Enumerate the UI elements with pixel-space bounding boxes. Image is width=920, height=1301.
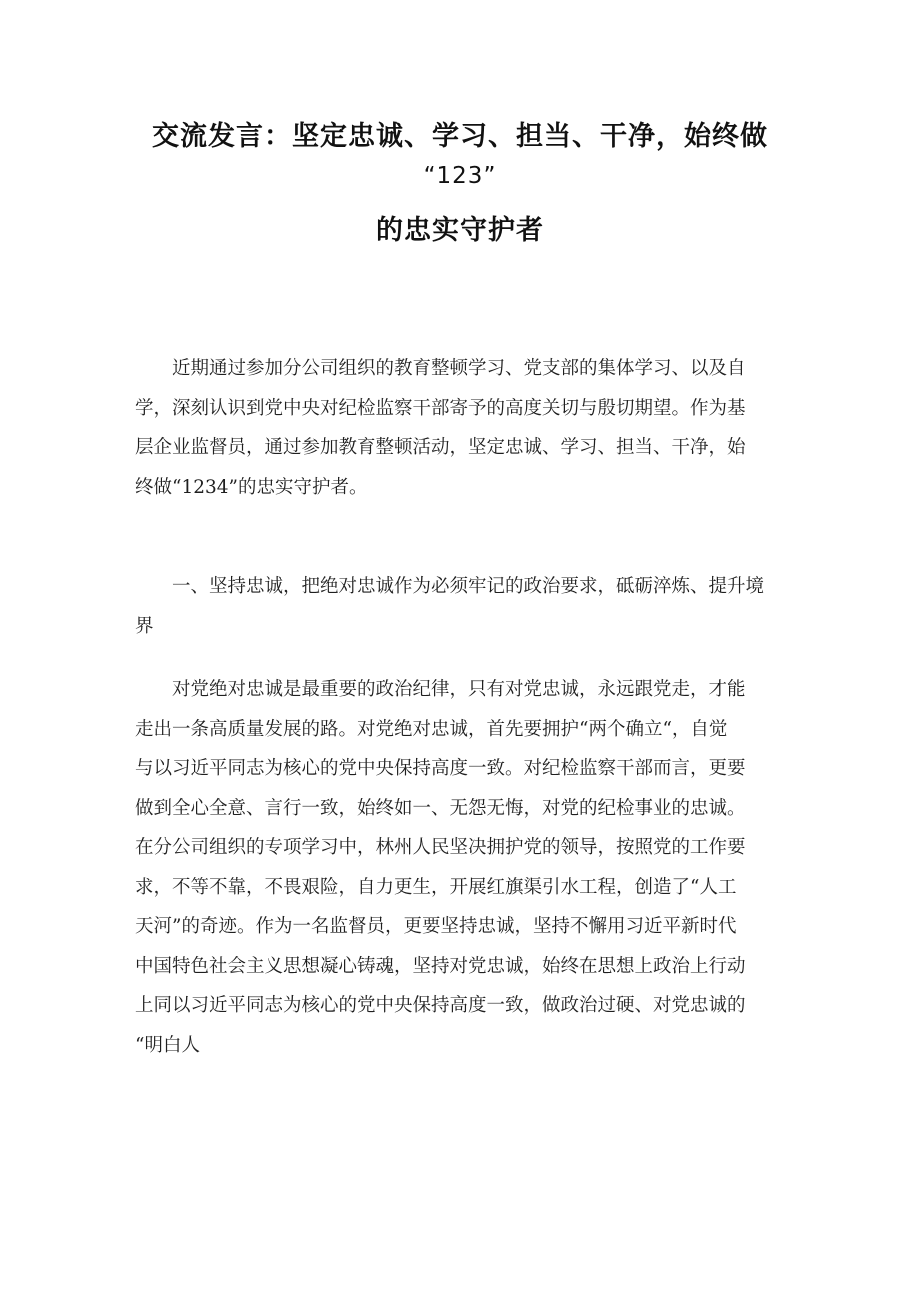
title-line-2: “123”	[423, 163, 497, 189]
section-heading-1	[135, 567, 793, 646]
paragraph-line: “明白人	[135, 1034, 200, 1056]
paragraph-line: 近期通过参加分公司组织的教育整顿学习、党支部的集体学习、以及自	[135, 358, 746, 379]
paragraph-line: 中国特色社会主义思想凝心铸魂，坚持对党忠诚，始终在思想上政治上行动	[135, 955, 746, 977]
heading-line: 界	[135, 615, 154, 637]
paragraph-line: 走出一条高质量发展的路。对党绝对忠诚，首先要拥护“两个确立“，自觉	[135, 718, 728, 740]
paragraph-line: 终做“1234”的忠实守护者。	[135, 476, 368, 498]
paragraph-line: 做到全心全意、言行一致，始终如一、无怨无悔，对党的纪检事业的忠诚。	[135, 797, 746, 819]
paragraph-line: 学，深刻认识到党中央对纪检监察干部寄予的高度关切与殷切期望。作为基	[135, 397, 746, 419]
paragraph-line: 在分公司组织的专项学习中，林州人民坚决拥护党的领导，按照党的工作要	[135, 837, 746, 858]
title-line-3: 的忠实守护者	[376, 215, 544, 246]
heading-line: 一、坚持忠诚，把绝对忠诚作为必须牢记的政治要求，砥砺淬炼、提升境	[135, 576, 765, 597]
paragraph-line: 对党绝对忠诚是最重要的政治纪律，只有对党忠诚，永远跟党走，才能	[135, 679, 746, 700]
paragraph-line: 求，不等不靠，不畏艰险，自力更生，开展红旗渠引水工程，创造了“人工	[135, 876, 737, 898]
body-paragraph-1	[135, 670, 793, 1065]
paragraph-line: 与以习近平同志为核心的党中央保持高度一致。对纪检监察干部而言，更要	[135, 758, 746, 779]
paragraph-line: 天河”的奇迹。作为一名监督员，更要坚持忠诚，坚持不懈用习近平新时代	[135, 916, 737, 937]
paragraph-line: 层企业监督员，通过参加教育整顿活动，坚定忠诚、学习、担当、干净，始	[135, 437, 746, 458]
intro-paragraph	[135, 349, 793, 507]
title-line-1: 交流发言：坚定忠诚、学习、担当、干净，始终做	[152, 121, 768, 152]
paragraph-line: 上同以习近平同志为核心的党中央保持高度一致，做政治过硬、对党忠诚的	[135, 995, 746, 1016]
